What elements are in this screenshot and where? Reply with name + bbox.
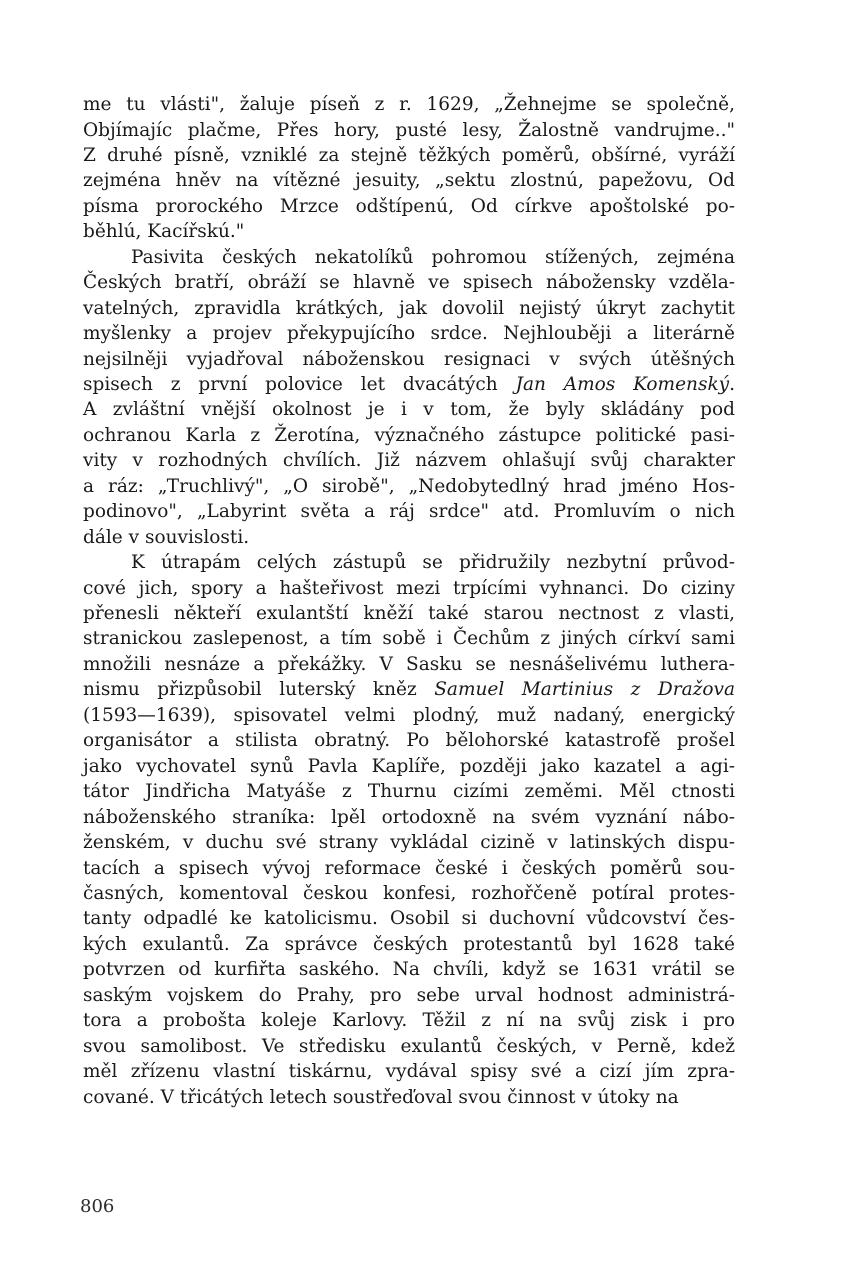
text-line: podinovo", „Labyrint světa a ráj srdce" atd. Promluvím o nich [83, 501, 735, 523]
text-line: vity v rozhodných chvílích. Již názvem ohlašují svůj charakter [83, 450, 735, 472]
text-line: myšlenky a projev překypujícího srdce. Nejhlouběji a literárně [83, 323, 735, 344]
italic-name: Jan Amos Komenský [515, 373, 730, 395]
text-line: ženském, v duchu své strany vykládal cizině v latinských dispu- [83, 832, 735, 853]
text-line: cové jich, spory a hašteřivost mezi trpícími vyhnanci. Do ciziny [83, 577, 735, 599]
text-line: množili nesnáze a překážky. V Sasku se nesnášelivému luthera- [83, 653, 735, 675]
text-line: Pasivita českých nekatolíků pohromou stížených, zejména [131, 246, 735, 268]
text-line: dále v souvislosti. [83, 526, 250, 548]
text-segment: . [729, 373, 735, 395]
text-line: vatelných, zpravidla krátkých, jak dovolil nejistý úkryt zachytit [83, 297, 735, 319]
text-line: časných, komentoval českou konfesi, rozhořčeně potíral protes- [83, 882, 735, 904]
text-line: cované. V třicátých letech soustřeďoval svou činnost v útoky na [83, 1086, 679, 1108]
text-line: Z druhé písně, vzniklé za stejně těžkých poměrů, obšírné, vyráží [83, 144, 735, 166]
text-line: A zvláštní vnější okolnost je i v tom, že byly skládány pod [83, 399, 735, 421]
text-line [83, 677, 735, 702]
text-line: svou samolibost. Ve středisku exulantů českých, v Perně, kdež [83, 1035, 735, 1057]
text-line: jako vychovatel synů Pavla Kaplíře, později jako kazatel a agi- [83, 755, 735, 777]
text-line: náboženského straníka: lpěl ortodoxně na svém vyznání nábo- [83, 806, 735, 828]
text-line: Objímajíc plačme, Přes hory, pusté lesy, Žalostně vandrujme.." [83, 119, 735, 141]
page-number: 806 [80, 1196, 115, 1217]
text-segment: nismu přizpůsobil luterský kněz [83, 679, 435, 701]
text-line: a ráz: „Truchlivý", „O sirobě", „Nedobytedlný hrad jméno Hos- [83, 475, 735, 497]
italic-name: Samuel Martinius z Dražova [434, 679, 735, 701]
text-line: zejména hněv na vítězné jesuity, „sektu zlostnú, papežovu, Od [83, 170, 735, 192]
text-line: saským vojskem do Prahy, pro sebe urval hodnost administrá- [83, 984, 735, 1006]
text-line: nejsilněji vyjadřoval náboženskou resignaci v svých útěšných [83, 348, 735, 370]
text-line: písma prorockého Mrzce odštípenú, Od církve apoštolské po- [83, 195, 735, 217]
text-line: (1593—1639), spisovatel velmi plodný, muž nadaný, energický [83, 704, 735, 726]
text-line: měl zřízenu vlastní tiskárnu, vydával spisy své a cizí jím zpra- [83, 1061, 735, 1083]
text-line: Českých bratří, obráží se hlavně ve spisech nábožensky vzděla- [83, 272, 735, 294]
text-line: tanty odpadlé ke katolicismu. Osobil si duchovní vůdcovství čes- [83, 908, 735, 930]
text-line: potvrzen od kurfiřta saského. Na chvíli, když se 1631 vrátil se [83, 959, 735, 981]
text-line: tacích a spisech vývoj reformace české i českých poměrů sou- [83, 857, 735, 879]
text-line: K útrapám celých zástupů se přidružily nezbytní průvod- [131, 552, 735, 574]
text-line: běhlú, Kacířskú." [83, 221, 245, 243]
text-line [83, 372, 735, 397]
text-line: stranickou zaslepenost, a tím sobě i Čechům z jiných církví sami [83, 628, 735, 650]
text-line: organisátor a stilista obratný. Po bělohorské katastrofě prošel [83, 730, 735, 752]
text-line: tora a proboštа koleje Karlovy. Těžil z ní na svůj zisk i pro [83, 1010, 735, 1032]
text-line: kých exulantů. Za správce českých protestantů byl 1628 také [83, 933, 735, 955]
text-line: ochranou Karla z Žerotína, význačného zástupce politické pasi- [83, 424, 735, 446]
text-segment: spisech z první polovice let dvacátých [83, 373, 516, 395]
text-line: tátor Jindřicha Matyáše z Thurnu cizími zeměmi. Měl ctnosti [83, 781, 735, 803]
text-line: me tu vlásti", žaluje píseň z r. 1629, „Žehnejme se společně, [83, 94, 735, 115]
text-line: přenesli někteří exulantští kněží také starou nectnost z vlasti, [83, 603, 735, 624]
